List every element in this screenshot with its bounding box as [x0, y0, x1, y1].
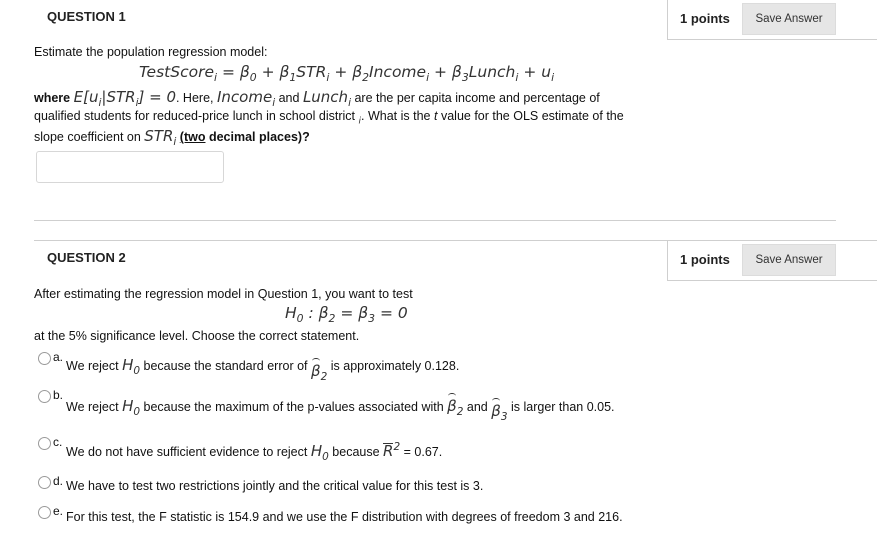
where-expectation: $E[u_i|STR_i] = 0$	[73, 88, 176, 109]
option-b-mid: because the maximum of the p-values associated with	[143, 400, 444, 414]
q1-model-equation: TestScore$_i$ = $\beta_0 + \beta_1STR_i$ + $\beta_2Income_i$ + $\beta_3Lunch_i + u_i$	[139, 63, 555, 85]
q2-title: QUESTION 2	[47, 250, 126, 265]
option-b-letter: b.	[53, 388, 64, 402]
lunch-var: Lunch$_i$	[302, 88, 351, 109]
q1-title: QUESTION 1	[47, 9, 126, 24]
option-d-text[interactable]: We have to test two restrictions jointly and the critical value for this test is 3.	[66, 479, 484, 493]
decimal-places: decimal places)?	[208, 130, 310, 144]
h0-symbol: $H_0$	[122, 356, 141, 377]
option-b-pre: We reject	[66, 400, 119, 414]
beta2-hat: $\beta_2$	[447, 397, 464, 418]
option-c-radio[interactable]	[38, 437, 51, 450]
option-c-letter: c.	[53, 435, 63, 449]
option-a-text[interactable]	[66, 356, 460, 383]
option-b-post: is larger than 0.05.	[511, 400, 615, 414]
option-b-radio[interactable]	[38, 390, 51, 403]
option-b-and: and	[466, 400, 488, 414]
beta3-hat: $\beta_3$	[491, 402, 508, 423]
q2-points: 1 points	[680, 252, 730, 267]
option-e-letter: e.	[53, 504, 64, 518]
income-var: Income$_i$	[216, 88, 276, 109]
option-a-post: is approximately 0.128.	[330, 359, 460, 373]
q1-bottom-divider	[34, 220, 836, 221]
q1-header-underline	[667, 39, 877, 40]
r-bar-squared: $R^2$	[383, 441, 401, 460]
right-panel-divider	[667, 0, 668, 40]
q1-save-answer-button[interactable]: Save Answer	[742, 3, 836, 35]
option-c-mid: because	[332, 445, 380, 459]
line2-tail: . What is the	[361, 109, 431, 123]
district-i: i	[358, 116, 362, 127]
option-e-text[interactable]: For this test, the F statistic is 154.9 and we use the F distribution with degrees of freedom 3 and 216.	[66, 510, 623, 524]
t-letter: t	[434, 109, 438, 123]
are-text: are the per capita income and percentage of	[354, 91, 600, 105]
q1-answer-input[interactable]	[36, 151, 224, 183]
q2-right-panel-divider	[667, 240, 668, 281]
option-a-letter: a.	[53, 350, 64, 364]
q2-save-answer-button[interactable]: Save Answer	[742, 244, 836, 276]
q1-line3	[34, 127, 310, 148]
and-word: and	[278, 91, 300, 105]
here-text: . Here,	[175, 91, 214, 105]
q1-where-line	[34, 88, 600, 109]
option-c-post: = 0.67.	[403, 445, 443, 459]
q1-line2	[34, 109, 624, 127]
line2-end: value for the OLS estimate of the	[440, 109, 624, 123]
q1-intro: Estimate the population regression model:	[34, 45, 268, 59]
option-e-radio[interactable]	[38, 506, 51, 519]
option-d-letter: d.	[53, 474, 64, 488]
option-c-pre: We do not have sufficient evidence to reject	[66, 445, 308, 459]
option-a-pre: We reject	[66, 359, 119, 373]
line3-text: slope coefficient on	[34, 130, 141, 144]
q1-points: 1 points	[680, 11, 730, 26]
beta2-hat: $\beta_2$	[311, 362, 328, 383]
option-d-radio[interactable]	[38, 476, 51, 489]
where-word: where	[34, 91, 71, 105]
q2-header-underline	[667, 280, 877, 281]
h0-symbol: $H_0$	[310, 442, 329, 463]
q2-hypothesis: $H_0$ : $\beta_2 = \beta_3 = 0$	[285, 304, 408, 326]
two-underlined: (two	[179, 130, 206, 144]
eq-testscore: TestScore	[139, 63, 214, 81]
q2-top-border	[34, 240, 877, 241]
option-a-mid: because the standard error of	[143, 359, 308, 373]
option-c-text[interactable]	[66, 441, 442, 463]
line2-text: qualified students for reduced-price lunch in school district	[34, 109, 356, 123]
h0-symbol: $H_0$	[122, 397, 141, 418]
option-b-text[interactable]	[66, 397, 615, 423]
q2-level-text: at the 5% significance level. Choose the correct statement.	[34, 329, 360, 343]
q2-intro: After estimating the regression model in Question 1, you want to test	[34, 287, 413, 301]
option-a-radio[interactable]	[38, 352, 51, 365]
str-var: $STR_i$	[144, 127, 177, 148]
